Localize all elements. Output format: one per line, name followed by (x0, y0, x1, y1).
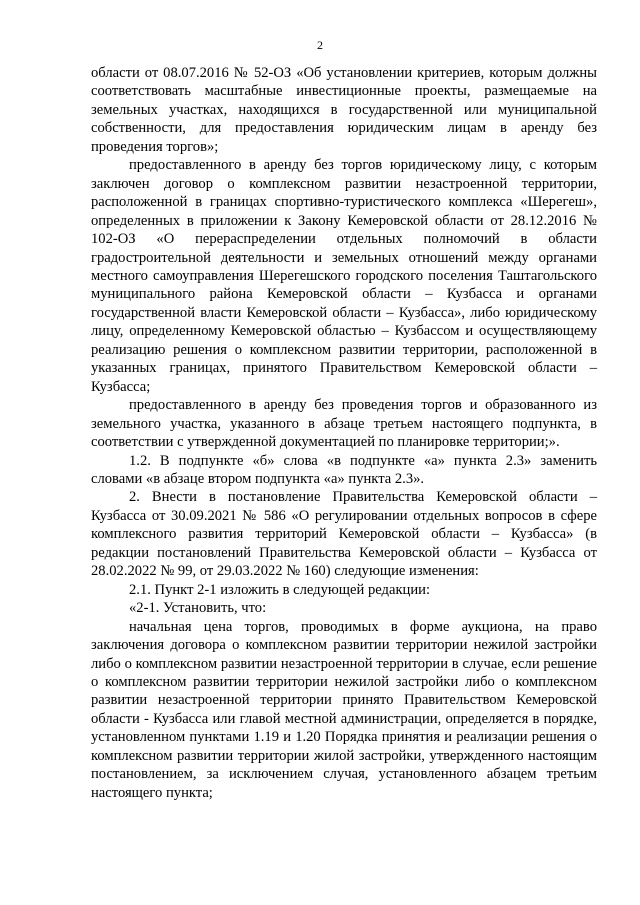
paragraph-item-2-1: 2.1. Пункт 2-1 изложить в следующей редакции: (129, 581, 431, 598)
paragraph-starting-price: начальная цена торгов, проводимых в форме аукциона, на право заключения договора о комплексном развитии территории нежилой застройки либо о комплексном развитии незастроенной территории в случае, если решение о комплексном развитии территории нежилой застройки либо о комплексном развитии незастроенной территории принято Правительством Кемеровской области - Кузбасса или главой местной администрации, определяется в порядке, установленном пунктами 1.19 и 1.20 Порядка принятия и реализации решения о комплексном развитии территории жилой застройки, утвержденного настоящим постановлением, за исключением случая, установленного абзацем третьим настоящего пункта; (91, 618, 597, 801)
page-number: 2 (317, 38, 323, 52)
paragraph-shares-sheregesh: предоставленного в аренду без торгов юридическому лицу, с которым заключен договор о комплексном развитии незастроенной территории, расположенной в границах спортивно-туристического комплекса «Шерегеш», определенных в приложении к Закону Кемеровской области от 28.12.2016 № 102-ОЗ «О перераспределении отдельных полномочий в области градостроительной деятельности и земельных отношений между органами местного самоуправления Шерегешского городского поселения Таштагольского муниципального района Кемеровской области – Кузбасса и органами государственной власти Кемеровской области – Кузбасса», либо юридическому лицу, определенному Кемеровской областью – Кузбассом и осуществляющему реализацию решения о комплексном развитии территории, расположенной в указанных границах, принятого Правительством Кемеровской области – Кузбасса; (91, 157, 597, 395)
paragraph-item-2: 2. Внести в постановление Правительства Кемеровской области – Кузбасса от 30.09.2021 № 586 «О регулировании отдельных вопросов в сфере комплексного развития территорий Кемеровской области – Кузбасса» (в редакции постановлений Правительства Кемеровской области – Кузбасса от 28.02.2022 № 99, от 29.03.2022 № 160) следующие изменения: (91, 489, 597, 580)
paragraph-item-1-2: 1.2. В подпункте «б» слова «в подпункте «а» пункта 2.3» заменить словами «в абзаце втором подпункта «а» пункта 2.3». (91, 452, 597, 487)
paragraph-continuation: области от 08.07.2016 № 52-ОЗ «Об установлении критериев, которым должны соответствовать масштабные инвестиционные проекты, размещаемые на земельных участках, находящихся в государственной или муниципальной собственности, для предоставления юридическим лицам в аренду без проведения торгов»; (91, 65, 597, 155)
paragraph-shares-formed-plot: предоставленного в аренду без проведения торгов и образованного из земельного участка, указанного в абзаце третьем настоящего подпункта, в соответствии с утвержденной документацией по планировке территории;». (91, 397, 597, 451)
paragraph-establish: «2-1. Установить, что: (129, 600, 267, 617)
document-body (91, 64, 597, 802)
